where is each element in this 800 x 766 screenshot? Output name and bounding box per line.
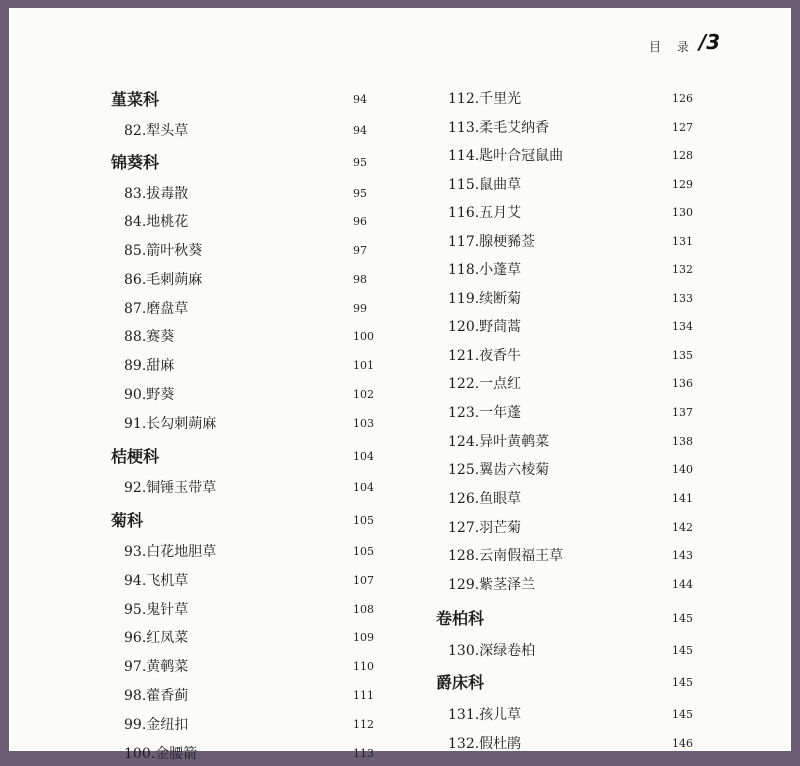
toc-family-heading [429, 671, 729, 695]
toc-entry [429, 544, 729, 568]
family-name: 桔梗科 [111, 447, 160, 466]
entry-page-number: 145 [672, 708, 693, 721]
toc-entry [429, 458, 729, 482]
plant-name: 86.毛刺蒴麻 [124, 272, 203, 288]
entry-page-number: 107 [353, 574, 374, 587]
toc-entry [429, 116, 729, 140]
entry-page-number: 145 [672, 612, 693, 625]
entry-page-number: 112 [353, 718, 374, 731]
entry-page-number: 143 [672, 549, 693, 562]
toc-entry [9, 598, 384, 622]
entry-page-number: 141 [672, 492, 693, 505]
toc-entry [429, 372, 729, 396]
toc-entry [429, 703, 729, 727]
toc-entry [429, 573, 729, 597]
toc-entry [429, 201, 729, 225]
entry-page-number: 146 [672, 737, 693, 750]
plant-name: 113.柔毛艾纳香 [448, 120, 550, 136]
entry-page-number: 134 [672, 320, 693, 333]
toc-entry [9, 239, 384, 263]
plant-name: 132.假杜鹃 [448, 736, 522, 752]
plant-name: 116.五月艾 [448, 205, 522, 221]
entry-page-number: 130 [672, 206, 693, 219]
toc-entry [429, 344, 729, 368]
plant-name: 85.箭叶秋葵 [124, 243, 203, 259]
toc-entry [9, 383, 384, 407]
plant-name: 125.翼齿六棱菊 [448, 462, 550, 478]
entry-page-number: 138 [672, 435, 693, 448]
entry-page-number: 129 [672, 178, 693, 191]
toc-entry [9, 182, 384, 206]
toc-entry [429, 487, 729, 511]
family-name: 菊科 [111, 511, 144, 530]
toc-family-heading [9, 151, 384, 175]
entry-page-number: 140 [672, 463, 693, 476]
plant-name: 82.犁头草 [124, 123, 189, 139]
entry-page-number: 131 [672, 235, 693, 248]
plant-name: 100.金腰箭 [124, 746, 198, 762]
plant-name: 95.鬼针草 [124, 602, 189, 618]
entry-page-number: 142 [672, 521, 693, 534]
toc-family-heading [9, 88, 384, 112]
entry-page-number: 95 [353, 187, 367, 200]
entry-page-number: 128 [672, 149, 693, 162]
plant-name: 92.铜锤玉带草 [124, 480, 217, 496]
plant-name: 129.紫茎泽兰 [448, 577, 536, 593]
plant-name: 91.长勾刺蒴麻 [124, 416, 217, 432]
plant-name: 96.红凤菜 [124, 630, 189, 646]
entry-page-number: 97 [353, 244, 367, 257]
plant-name: 130.深绿卷柏 [448, 643, 536, 659]
family-name: 爵床科 [436, 673, 485, 692]
entry-page-number: 102 [353, 388, 374, 401]
page-header [649, 32, 749, 62]
entry-page-number: 110 [353, 660, 374, 673]
entry-page-number: 145 [672, 644, 693, 657]
toc-entry [429, 401, 729, 425]
entry-page-number: 132 [672, 263, 693, 276]
toc-entry [9, 354, 384, 378]
entry-page-number: 133 [672, 292, 693, 305]
toc-entry [9, 684, 384, 708]
family-name: 锦葵科 [111, 153, 160, 172]
plant-name: 99.金纽扣 [124, 717, 189, 733]
toc-entry [429, 173, 729, 197]
entry-page-number: 105 [353, 514, 374, 527]
plant-name: 88.赛葵 [124, 329, 175, 345]
entry-page-number: 101 [353, 359, 374, 372]
toc-family-heading [429, 607, 729, 631]
plant-name: 128.云南假福王草 [448, 548, 564, 564]
toc-entry [9, 476, 384, 500]
entry-page-number: 100 [353, 330, 374, 343]
toc-entry [429, 516, 729, 540]
plant-name: 131.孩儿草 [448, 707, 522, 723]
plant-name: 118.小蓬草 [448, 262, 522, 278]
plant-name: 114.匙叶合冠鼠曲 [448, 148, 564, 164]
plant-name: 83.拔毒散 [124, 186, 189, 202]
plant-name: 94.飞机草 [124, 573, 189, 589]
plant-name: 112.千里光 [448, 91, 522, 107]
entry-page-number: 136 [672, 377, 693, 390]
plant-name: 119.续断菊 [448, 291, 522, 307]
entry-page-number: 108 [353, 603, 374, 616]
plant-name: 126.鱼眼草 [448, 491, 522, 507]
toc-entry [9, 325, 384, 349]
toc-entry [429, 87, 729, 111]
family-name: 卷柏科 [436, 609, 485, 628]
plant-name: 124.异叶黄鹌菜 [448, 434, 550, 450]
plant-name: 87.磨盘草 [124, 301, 189, 317]
plant-name: 117.腺梗豨莶 [448, 234, 536, 250]
toc-entry [9, 210, 384, 234]
section-title: 目 录 [649, 40, 695, 54]
entry-page-number: 103 [353, 417, 374, 430]
toc-entry [9, 569, 384, 593]
entry-page-number: 104 [353, 481, 374, 494]
page-number: /3 [699, 30, 721, 54]
toc-entry [429, 287, 729, 311]
entry-page-number: 111 [353, 689, 374, 702]
entry-page-number: 94 [353, 124, 367, 137]
entry-page-number: 137 [672, 406, 693, 419]
plant-name: 122.一点红 [448, 376, 522, 392]
entry-page-number: 99 [353, 302, 367, 315]
toc-entry [9, 412, 384, 436]
entry-page-number: 145 [672, 676, 693, 689]
entry-page-number: 95 [353, 156, 367, 169]
toc-entry [429, 639, 729, 663]
toc-entry [9, 268, 384, 292]
family-name: 堇菜科 [111, 90, 160, 109]
toc-entry [9, 713, 384, 737]
toc-entry [9, 297, 384, 321]
plant-name: 127.羽芒菊 [448, 520, 522, 536]
entry-page-number: 94 [353, 93, 367, 106]
plant-name: 98.藿香蓟 [124, 688, 189, 704]
plant-name: 93.白花地胆草 [124, 544, 217, 560]
plant-name: 115.鼠曲草 [448, 177, 522, 193]
toc-entry [9, 742, 384, 766]
toc-entry [429, 144, 729, 168]
entry-page-number: 113 [353, 747, 374, 760]
toc-entry [9, 655, 384, 679]
toc-entry [429, 258, 729, 282]
plant-name: 97.黄鹌菜 [124, 659, 189, 675]
entry-page-number: 109 [353, 631, 374, 644]
entry-page-number: 144 [672, 578, 693, 591]
entry-page-number: 98 [353, 273, 367, 286]
plant-name: 120.野茼蒿 [448, 319, 522, 335]
toc-entry [429, 230, 729, 254]
toc-page [9, 8, 791, 762]
toc-entry [429, 430, 729, 454]
entry-page-number: 127 [672, 121, 693, 134]
plant-name: 84.地桃花 [124, 214, 189, 230]
entry-page-number: 104 [353, 450, 374, 463]
toc-entry [9, 626, 384, 650]
toc-entry [429, 315, 729, 339]
entry-page-number: 96 [353, 215, 367, 228]
toc-family-heading [9, 445, 384, 469]
toc-entry [429, 732, 729, 756]
plant-name: 89.甜麻 [124, 358, 175, 374]
entry-page-number: 105 [353, 545, 374, 558]
toc-family-heading [9, 509, 384, 533]
toc-entry [9, 119, 384, 143]
entry-page-number: 126 [672, 92, 693, 105]
plant-name: 121.夜香牛 [448, 348, 522, 364]
entry-page-number: 135 [672, 349, 693, 362]
toc-entry [9, 540, 384, 564]
plant-name: 90.野葵 [124, 387, 175, 403]
plant-name: 123.一年蓬 [448, 405, 522, 421]
